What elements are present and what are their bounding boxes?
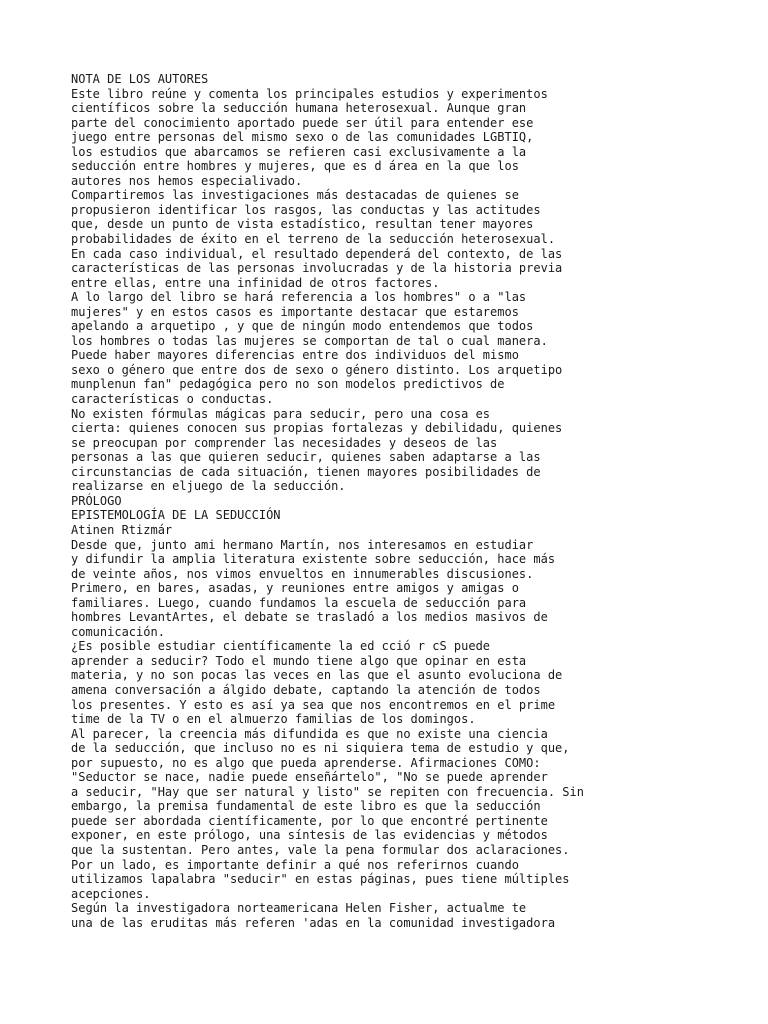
text-line: a seducir, "Hay que ser natural y listo" se repiten con frecuencia. Sin [71,784,584,799]
text-line: apelando a arquetipo , y que de ningún modo entendemos que todos [71,319,534,334]
text-line: Primero, en bares, asadas, y reuniones entre amigos y amigas o [71,581,519,596]
text-line: Al parecer, la creencia más difundida es que no existe una ciencia [71,726,548,741]
text-line: munplenun fan" pedagógica pero no son modelos predictivos de [71,377,505,392]
text-line: seducción entre hombres y mujeres, que es d área en la que los [71,159,519,174]
text-line: los hombres o todas las mujeres se comportan de tal o cual manera. [71,333,548,348]
text-line: características de las personas involucradas y de la historia previa [71,261,563,276]
text-line: los presentes. Y esto es así ya sea que nos encontremos en el prime [71,697,556,712]
text-line: que la sustentan. Pero antes, vale la pena formular dos aclaraciones. [71,842,570,857]
text-line: características o conductas. [71,392,274,407]
text-line: En cada caso individual, el resultado dependerá del contexto, de las [71,246,563,261]
text-line: cierta: quienes conocen sus propias fortalezas y debilidadu, quienes [71,421,563,436]
text-line: realizarse en eljuego de la seducción. [71,479,346,494]
text-line: juego entre personas del mismo sexo o de las comunidades LGBTIQ, [71,130,534,145]
text-line: entre ellas, entre una infinidad de otros factores. [71,275,440,290]
text-line: EPISTEMOLOGÍA DE LA SEDUCCIÓN [71,508,281,523]
text-line: por supuesto, no es algo que pueda aprenderse. Afirmaciones COMO: [71,755,541,770]
text-line: Atinen Rtizmár [71,522,173,537]
text-line: propusieron identificar los rasgos, las conductas y las actitudes [71,202,541,217]
text-line: Puede haber mayores diferencias entre dos individuos del mismo [71,348,519,363]
text-line: autores nos hemos especialivado. [71,173,303,188]
text-line: NOTA DE LOS AUTORES [71,72,209,86]
text-line: amena conversación a álgido debate, captando la atención de todos [71,682,541,697]
text-line: time de la TV o en el almuerzo familias de los domingos. [71,712,476,727]
text-line: utilizamos lapalabra "seducir" en estas páginas, pues tiene múltiples [71,872,570,887]
text-line: hombres LevantArtes, el debate se trasladó a los medios masivos de [71,610,548,625]
text-line: embargo, la premisa fundamental de este libro es que la seducción [71,799,541,814]
text-line: parte del conocimiento aportado puede ser útil para entender ese [71,115,534,130]
text-line: Compartiremos las investigaciones más destacadas de quienes se [71,188,519,203]
text-line: puede ser abordada científicamente, por lo que encontré pertinente [71,813,548,828]
text-line: que, desde un punto de vista estadístico, resultan tener mayores [71,217,534,232]
text-line: Según la investigadora norteamericana Helen Fisher, actualme te [71,901,527,916]
text-line: Por un lado, es importante definir a qué nos referirnos cuando [71,857,519,872]
text-line: comunicación. [71,624,165,639]
text-line: de la seducción, que incluso no es ni siquiera tema de estudio y que, [71,741,570,756]
document-text [71,72,768,930]
text-line: exponer, en este prólogo, una síntesis de las evidencias y métodos [71,828,548,843]
text-line: sexo o género que entre dos de sexo o género distinto. Los arquetipo [71,362,563,377]
text-line: los estudios que abarcamos se refieren casi exclusivamente a la [71,144,527,159]
text-line: aprender a seducir? Todo el mundo tiene algo que opinar en esta [71,653,527,668]
text-line: A lo largo del libro se hará referencia a los hombres" o a "las [71,290,527,305]
text-line: personas a las que quieren seducir, quienes saben adaptarse a las [71,450,541,465]
text-line: No existen fórmulas mágicas para seducir, pero una cosa es [71,406,491,421]
text-line: familiares. Luego, cuando fundamos la escuela de seducción para [71,595,527,610]
text-line: "Seductor se nace, nadie puede enseñártelo", "No se puede aprender [71,770,548,785]
text-line: ¿Es posible estudiar científicamente la ed cció r cS puede [71,639,491,654]
text-line: se preocupan por comprender las necesidades y deseos de las [71,435,498,450]
text-line: circunstancias de cada situación, tienen mayores posibilidades de [71,464,541,479]
text-line: Desde que, junto ami hermano Martín, nos interesamos en estudiar [71,537,534,552]
text-line: de veinte años, nos vimos envueltos en innumerables discusiones. [71,566,534,581]
text-line: científicos sobre la seducción humana heterosexual. Aunque gran [71,101,527,116]
text-line: acepciones. [71,886,151,901]
text-line: Este libro reúne y comenta los principales estudios y experimentos [71,86,548,101]
text-line: materia, y no son pocas las veces en las que el asunto evoluciona de [71,668,563,683]
text-line: probabilidades de éxito en el terreno de la seducción heterosexual. [71,232,556,247]
text-line: PRÓLOGO [71,493,122,508]
text-line: mujeres" y en estos casos es importante destacar que estaremos [71,304,519,319]
text-line: una de las eruditas más referen 'adas en la comunidad investigadora [71,915,556,930]
text-line: y difundir la amplia literatura existente sobre seducción, hace más [71,552,556,567]
